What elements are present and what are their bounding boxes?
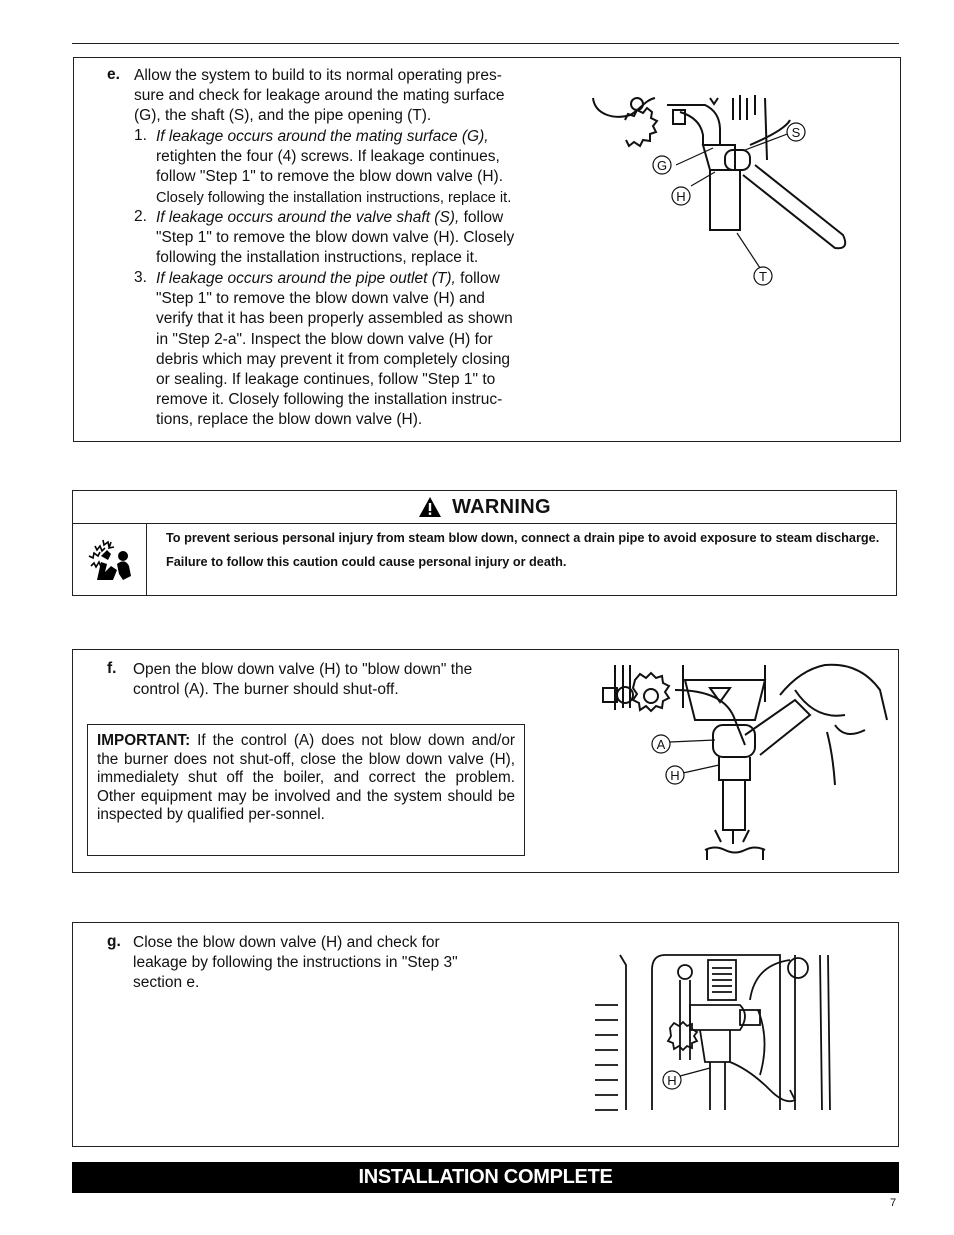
step-e-intro-1: Allow the system to build to its normal operating pres- xyxy=(134,67,502,84)
step-e-item1 xyxy=(156,127,566,208)
important-label: IMPORTANT: xyxy=(97,732,191,749)
open-blowdown-illustration xyxy=(595,660,895,865)
label-h-f: H xyxy=(670,768,680,783)
step-e-item3-l6: or sealing. If leakage continues, follow "Step 1" to xyxy=(156,371,496,389)
step-e-item3-l3: verify that it has been properly assembled as shown xyxy=(156,310,513,328)
step-g-text xyxy=(133,933,553,994)
close-blowdown-illustration xyxy=(590,950,840,1115)
page-number: 7 xyxy=(890,1197,897,1209)
step-e-item3 xyxy=(156,269,566,431)
step-e-item2 xyxy=(156,208,566,269)
warning-header xyxy=(73,491,896,524)
step-e-item3-rest: follow xyxy=(455,270,500,287)
step-f-l1: Open the blow down valve (H) to "blow down" the xyxy=(133,661,473,678)
step-e-intro-2: sure and check for leakage around the mating surface xyxy=(134,87,505,105)
warning-title: WARNING xyxy=(452,495,551,518)
step-g-l1: Close the blow down valve (H) and check for xyxy=(133,934,440,951)
installation-complete-banner: INSTALLATION COMPLETE xyxy=(72,1162,899,1193)
steam-burn-hazard-icon xyxy=(87,536,135,582)
step-e-item1-num: 1. xyxy=(134,127,147,144)
step-e-item3-l4: in "Step 2-a". Inspect the blow down valve (H) for xyxy=(156,330,493,348)
step-e-item3-l5: debris which may prevent it from completely closing xyxy=(156,350,511,368)
step-f-l2: control (A). The burner should shut-off. xyxy=(133,681,399,699)
step-e-item2-l2: "Step 1" to remove the blow down valve (H). Closely xyxy=(156,229,515,247)
step-g-letter: g. xyxy=(107,933,121,950)
step-g-l3: section e. xyxy=(133,974,200,992)
warning-triangle-icon xyxy=(418,496,442,518)
step-f-letter: f. xyxy=(107,660,117,677)
warning-box xyxy=(72,490,897,596)
step-g-l2: leakage by following the instructions in "Step 3" xyxy=(133,954,458,972)
step-e-item1-l1: If leakage occurs around the mating surface (G), xyxy=(156,128,489,145)
step-e-item2-italic: If leakage occurs around the valve shaft (S), xyxy=(156,209,460,226)
label-g: G xyxy=(656,158,668,173)
top-rule xyxy=(72,43,899,44)
step-e-item1-l4: Closely following the installation instructions, replace it. xyxy=(156,189,512,206)
step-e-item3-l8: tions, replace the blow down valve (H). xyxy=(156,411,423,429)
warning-icon-cell xyxy=(73,524,147,595)
step-e-item2-l3: following the installation instructions, replace it. xyxy=(156,249,479,267)
label-s: S xyxy=(791,125,801,140)
label-a: A xyxy=(656,737,666,752)
step-e-text xyxy=(134,66,564,127)
label-h-g: H xyxy=(667,1073,677,1088)
step-e-item2-num: 2. xyxy=(134,208,147,225)
step-e-item3-l2: "Step 1" to remove the blow down valve (H) and xyxy=(156,290,485,308)
important-text: If the control (A) does not blow down and/or the burner does not shut-off, close the blow down valve (H), immedialety shut off the boiler, and correct the problem. Other equipment may be involved and the system should be inspected by qualified per-sonnel. xyxy=(97,732,515,824)
important-note-box xyxy=(87,724,525,856)
step-e-letter: e. xyxy=(107,66,120,83)
step-e-item3-l7: remove it. Closely following the installation instruc- xyxy=(156,391,503,409)
warning-text xyxy=(166,530,891,570)
warning-line-1: To prevent serious personal injury from steam blow down, connect a drain pipe to avoid exposure to steam discharge. xyxy=(166,531,880,545)
step-e-item1-l2: retighten the four (4) screws. If leakage continues, xyxy=(156,148,500,166)
step-f-text xyxy=(133,660,553,700)
label-h: H xyxy=(676,189,686,204)
warning-line-2: Failure to follow this caution could cause personal injury or death. xyxy=(166,555,567,569)
step-e-intro-3: (G), the shaft (S), and the pipe opening (T). xyxy=(134,107,432,125)
valve-leak-check-illustration xyxy=(585,90,865,290)
label-t: T xyxy=(759,269,767,284)
step-e-item3-italic: If leakage occurs around the pipe outlet (T), xyxy=(156,270,456,287)
step-e-item1-l3: follow "Step 1" to remove the blow down valve (H). xyxy=(156,168,503,186)
step-e-item2-rest: follow xyxy=(459,209,504,226)
step-e-item3-num: 3. xyxy=(134,269,147,286)
